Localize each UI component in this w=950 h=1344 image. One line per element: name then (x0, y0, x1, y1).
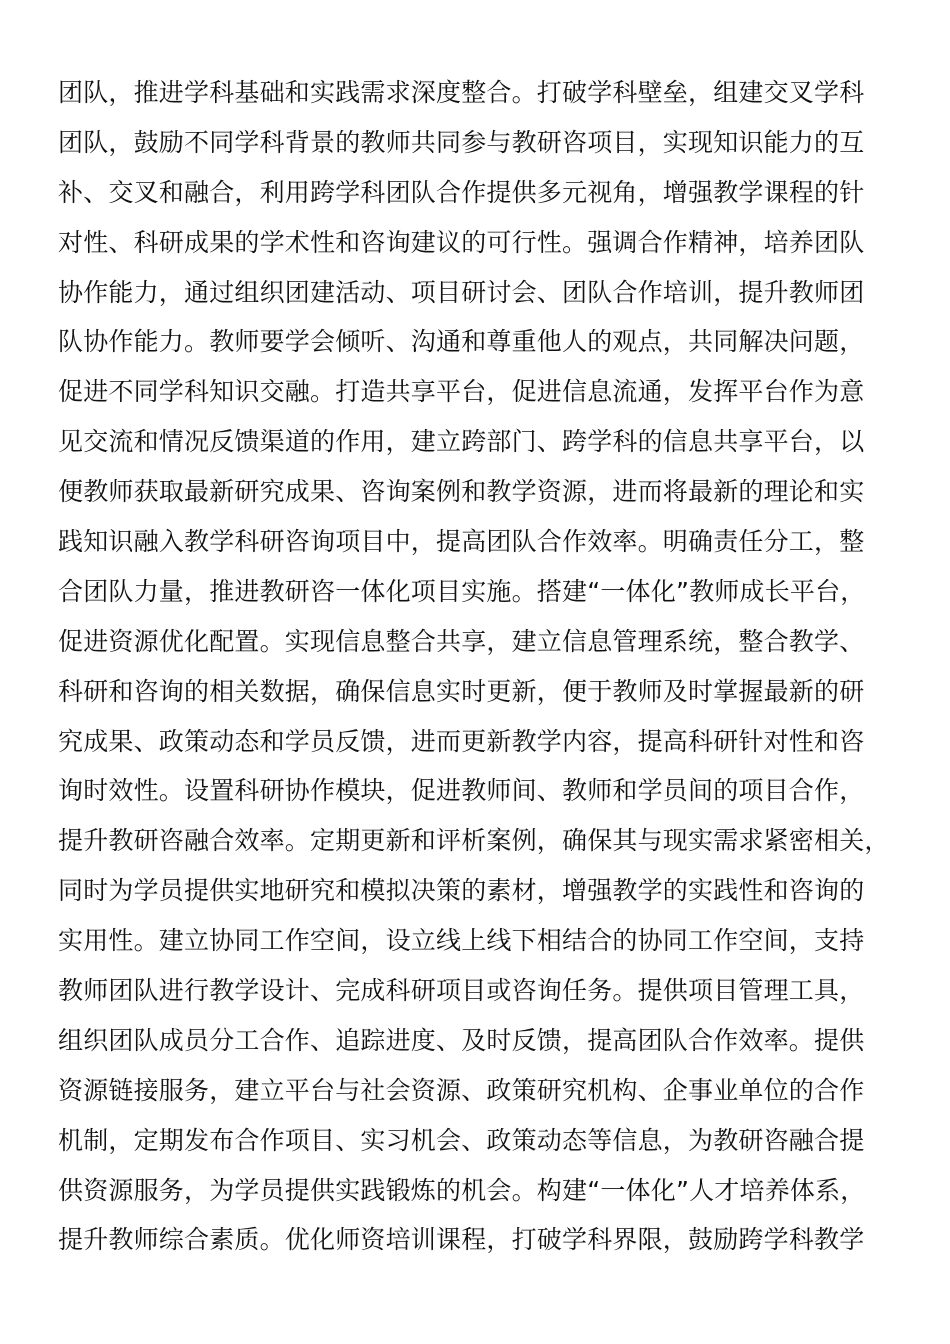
text-line: 促进不同学科知识交融。打造共享平台，促进信息流通，发挥平台作为意 (58, 377, 865, 407)
text-line: 践知识融入教学科研咨询项目中，提高团队合作效率。明确责任分工，整 (58, 527, 865, 557)
text-line: 资源链接服务，建立平台与社会资源、政策研究机构、企事业单位的合作 (58, 1075, 865, 1105)
text-line: 组织团队成员分工合作、追踪进度、及时反馈，提高团队合作效率。提供 (58, 1025, 865, 1055)
text-line: 团队，鼓励不同学科背景的教师共同参与教研咨项目，实现知识能力的互 (58, 127, 865, 157)
text-line: 教师团队进行教学设计、完成科研项目或咨询任务。提供项目管理工具， (58, 976, 865, 1006)
text-line: 机制，定期发布合作项目、实习机会、政策动态等信息，为教研咨融合提 (58, 1125, 865, 1155)
text-line: 提升教研咨融合效率。定期更新和评析案例，确保其与现实需求紧密相关， (58, 826, 890, 856)
text-line: 队协作能力。教师要学会倾听、沟通和尊重他人的观点，共同解决问题， (58, 327, 865, 357)
text-line: 协作能力，通过组织团建活动、项目研讨会、团队合作培训，提升教师团 (58, 277, 865, 307)
text-line: 对性、科研成果的学术性和咨询建议的可行性。强调合作精神，培养团队 (58, 227, 865, 257)
text-line: 便教师获取最新研究成果、咨询案例和教学资源，进而将最新的理论和实 (58, 477, 865, 507)
text-line: 询时效性。设置科研协作模块，促进教师间、教师和学员间的项目合作， (58, 776, 865, 806)
text-line: 科研和咨询的相关数据，确保信息实时更新，便于教师及时掌握最新的研 (58, 676, 865, 706)
text-line: 见交流和情况反馈渠道的作用，建立跨部门、跨学科的信息共享平台，以 (58, 427, 865, 457)
text-line: 团队，推进学科基础和实践需求深度整合。打破学科壁垒，组建交叉学科 (58, 78, 865, 107)
text-line: 究成果、政策动态和学员反馈，进而更新教学内容，提高科研针对性和咨 (58, 726, 865, 756)
text-line: 实用性。建立协同工作空间，设立线上线下相结合的协同工作空间，支持 (58, 926, 865, 956)
document-body (58, 68, 898, 1265)
text-line: 补、交叉和融合，利用跨学科团队合作提供多元视角，增强教学课程的针 (58, 177, 865, 207)
text-line: 供资源服务，为学员提供实践锻炼的机会。构建“一体化”人才培养体系， (58, 1175, 866, 1205)
text-line: 提升教师综合素质。优化师资培训课程，打破学科界限，鼓励跨学科教学 (58, 1225, 865, 1255)
text-line: 同时为学员提供实地研究和模拟决策的素材，增强教学的实践性和咨询的 (58, 876, 865, 906)
text-line: 合团队力量，推进教研咨一体化项目实施。搭建“一体化”教师成长平台， (58, 576, 866, 606)
text-line: 促进资源优化配置。实现信息整合共享，建立信息管理系统，整合教学、 (58, 626, 865, 656)
